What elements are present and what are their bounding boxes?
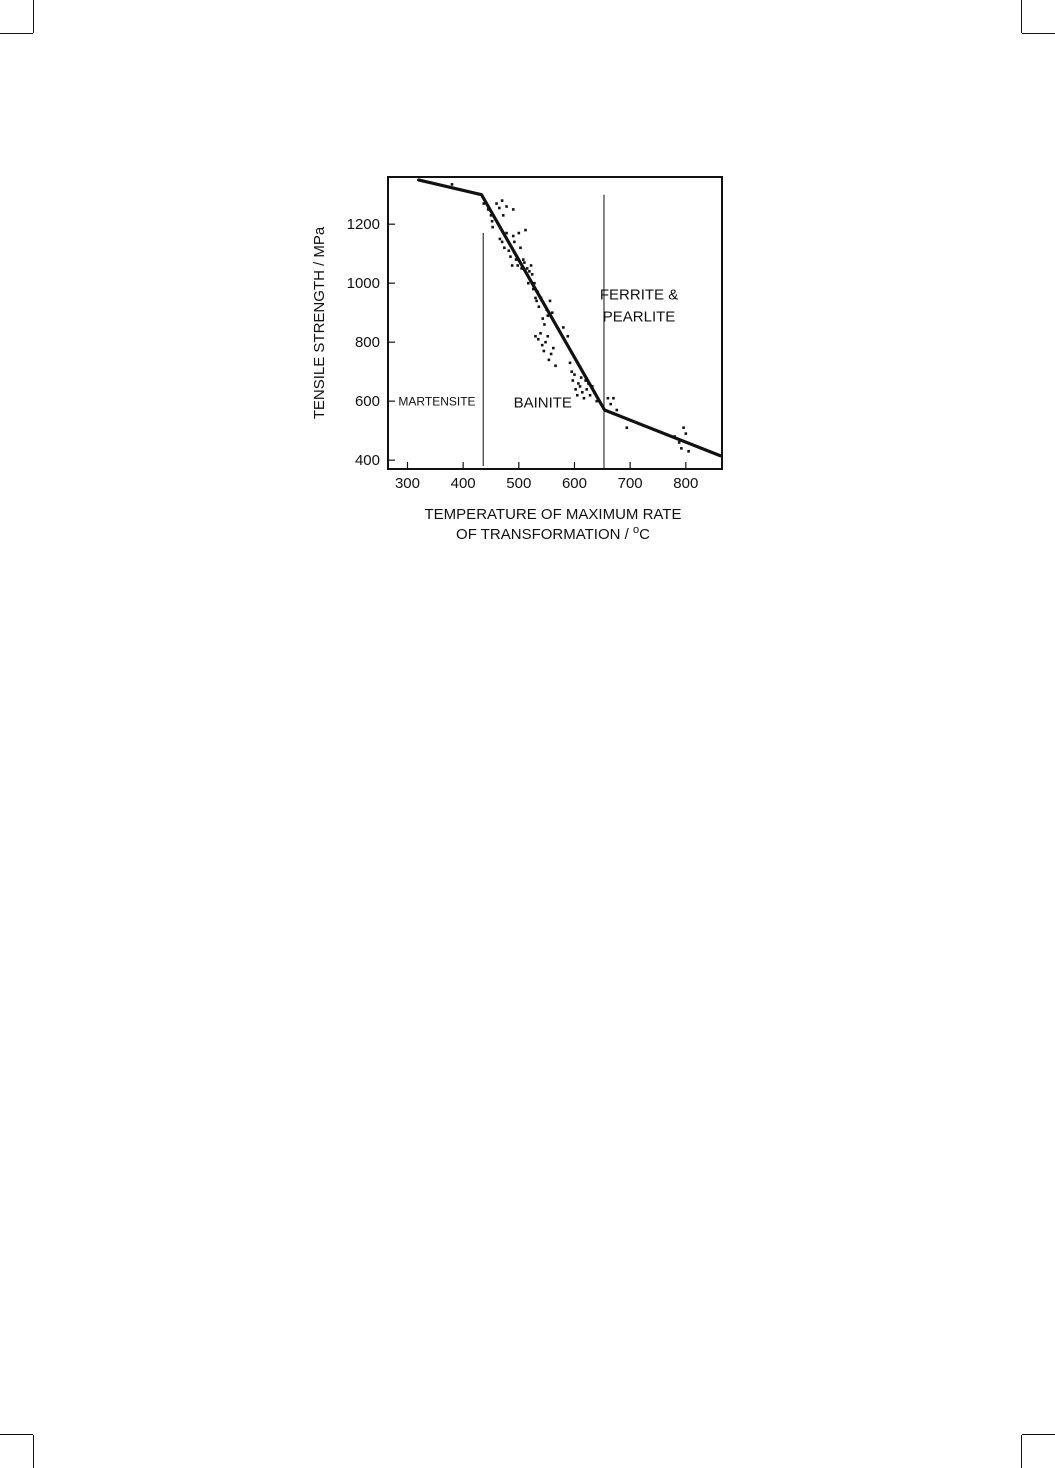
x-tick-label: 400	[450, 475, 476, 492]
data-point	[569, 362, 572, 365]
x-tick-label: 500	[506, 475, 532, 492]
data-point	[541, 317, 544, 320]
boundary-layer	[483, 195, 604, 469]
data-point	[551, 311, 554, 314]
y-tick-label: 1000	[346, 275, 380, 293]
data-point	[609, 403, 612, 406]
data-point	[495, 202, 498, 205]
data-point	[589, 394, 592, 397]
data-point	[687, 450, 690, 453]
data-point	[534, 335, 537, 338]
data-point	[527, 282, 530, 285]
region-label: MARTENSITE	[398, 394, 476, 409]
data-point	[615, 409, 618, 412]
data-point	[538, 305, 541, 308]
data-point	[535, 300, 538, 303]
data-point	[537, 338, 540, 341]
data-point	[685, 432, 688, 435]
data-point	[572, 379, 575, 382]
data-point	[550, 353, 553, 356]
crop-mark-bottom-left-vertical	[33, 1435, 34, 1468]
data-point	[573, 373, 576, 376]
crop-mark-top-left-vertical	[33, 0, 34, 33]
y-tick-label: 600	[354, 393, 380, 411]
data-point	[541, 344, 544, 347]
data-point	[581, 391, 584, 394]
data-point	[543, 323, 546, 326]
crop-mark-bottom-right-vertical	[1021, 1435, 1022, 1468]
x-tick-label: 300	[394, 475, 420, 492]
crop-mark-bottom-right-horizontal	[1022, 1434, 1055, 1435]
region-layer	[398, 286, 678, 411]
data-point	[498, 207, 501, 210]
data-point	[516, 264, 519, 267]
data-point	[519, 246, 522, 249]
data-point	[526, 267, 529, 270]
data-point	[577, 382, 580, 385]
x-axis-title-unit: C	[639, 526, 650, 543]
data-point	[512, 235, 515, 238]
data-point	[548, 359, 551, 362]
data-point	[574, 388, 577, 391]
x-axis-title-line-2	[456, 524, 650, 543]
data-point	[502, 214, 505, 217]
x-tick-label: 700	[617, 475, 643, 492]
crop-mark-bottom-left-horizontal	[0, 1434, 33, 1435]
data-point	[499, 238, 502, 241]
crop-mark-top-right-vertical	[1021, 0, 1022, 33]
data-point	[552, 347, 555, 350]
crop-mark-top-left-horizontal	[0, 33, 33, 34]
data-point	[505, 205, 508, 208]
x-axis-title-line-2-text: OF TRANSFORMATION /	[456, 526, 633, 543]
data-point	[576, 394, 579, 397]
data-point	[530, 264, 533, 267]
x-tick-label: 800	[673, 475, 699, 492]
data-point	[491, 226, 494, 229]
data-point	[539, 332, 542, 335]
data-point	[523, 261, 526, 264]
x-tick-label: 600	[561, 475, 587, 492]
data-point	[522, 258, 525, 261]
data-point	[509, 255, 512, 258]
data-point	[680, 447, 683, 450]
data-point	[518, 232, 521, 235]
data-point	[549, 300, 552, 303]
data-point	[543, 350, 546, 353]
data-point	[585, 388, 588, 391]
data-point	[583, 397, 586, 400]
data-point	[501, 241, 504, 244]
data-point	[544, 341, 547, 344]
region-label: BAINITE	[513, 394, 572, 412]
data-point	[528, 270, 531, 273]
data-point	[678, 441, 681, 444]
data-point	[503, 246, 506, 249]
crop-mark-top-right-horizontal	[1022, 33, 1055, 34]
y-tick-label: 1200	[346, 216, 380, 234]
region-label: PEARLITE	[602, 308, 676, 326]
data-point	[491, 220, 494, 223]
data-point	[507, 249, 510, 252]
data-point	[682, 426, 685, 429]
data-point	[524, 229, 527, 232]
x-axis-ticks	[395, 462, 698, 492]
y-tick-label: 800	[354, 334, 380, 352]
data-point	[531, 273, 534, 276]
data-point	[570, 370, 573, 373]
data-point	[562, 326, 565, 329]
chart-figure	[300, 165, 740, 545]
data-point	[501, 199, 504, 202]
data-point	[626, 426, 629, 429]
data-point	[607, 397, 610, 400]
data-point	[567, 335, 570, 338]
y-axis-title: TENSILE STRENGTH / MPa	[311, 226, 328, 420]
data-point	[580, 376, 583, 379]
x-axis-title-line-1: TEMPERATURE OF MAXIMUM RATE	[424, 506, 682, 523]
data-point	[554, 364, 557, 367]
y-tick-label: 400	[354, 452, 380, 470]
region-label: FERRITE &	[599, 286, 679, 304]
data-point	[579, 385, 582, 388]
data-point	[511, 264, 514, 267]
data-point	[546, 335, 549, 338]
data-point	[534, 297, 537, 300]
data-point	[512, 208, 515, 211]
x-axis-title-degree-symbol: o	[632, 524, 640, 536]
data-point	[612, 397, 615, 400]
chart-svg	[300, 165, 740, 545]
data-point	[451, 183, 454, 186]
data-point	[513, 241, 516, 244]
